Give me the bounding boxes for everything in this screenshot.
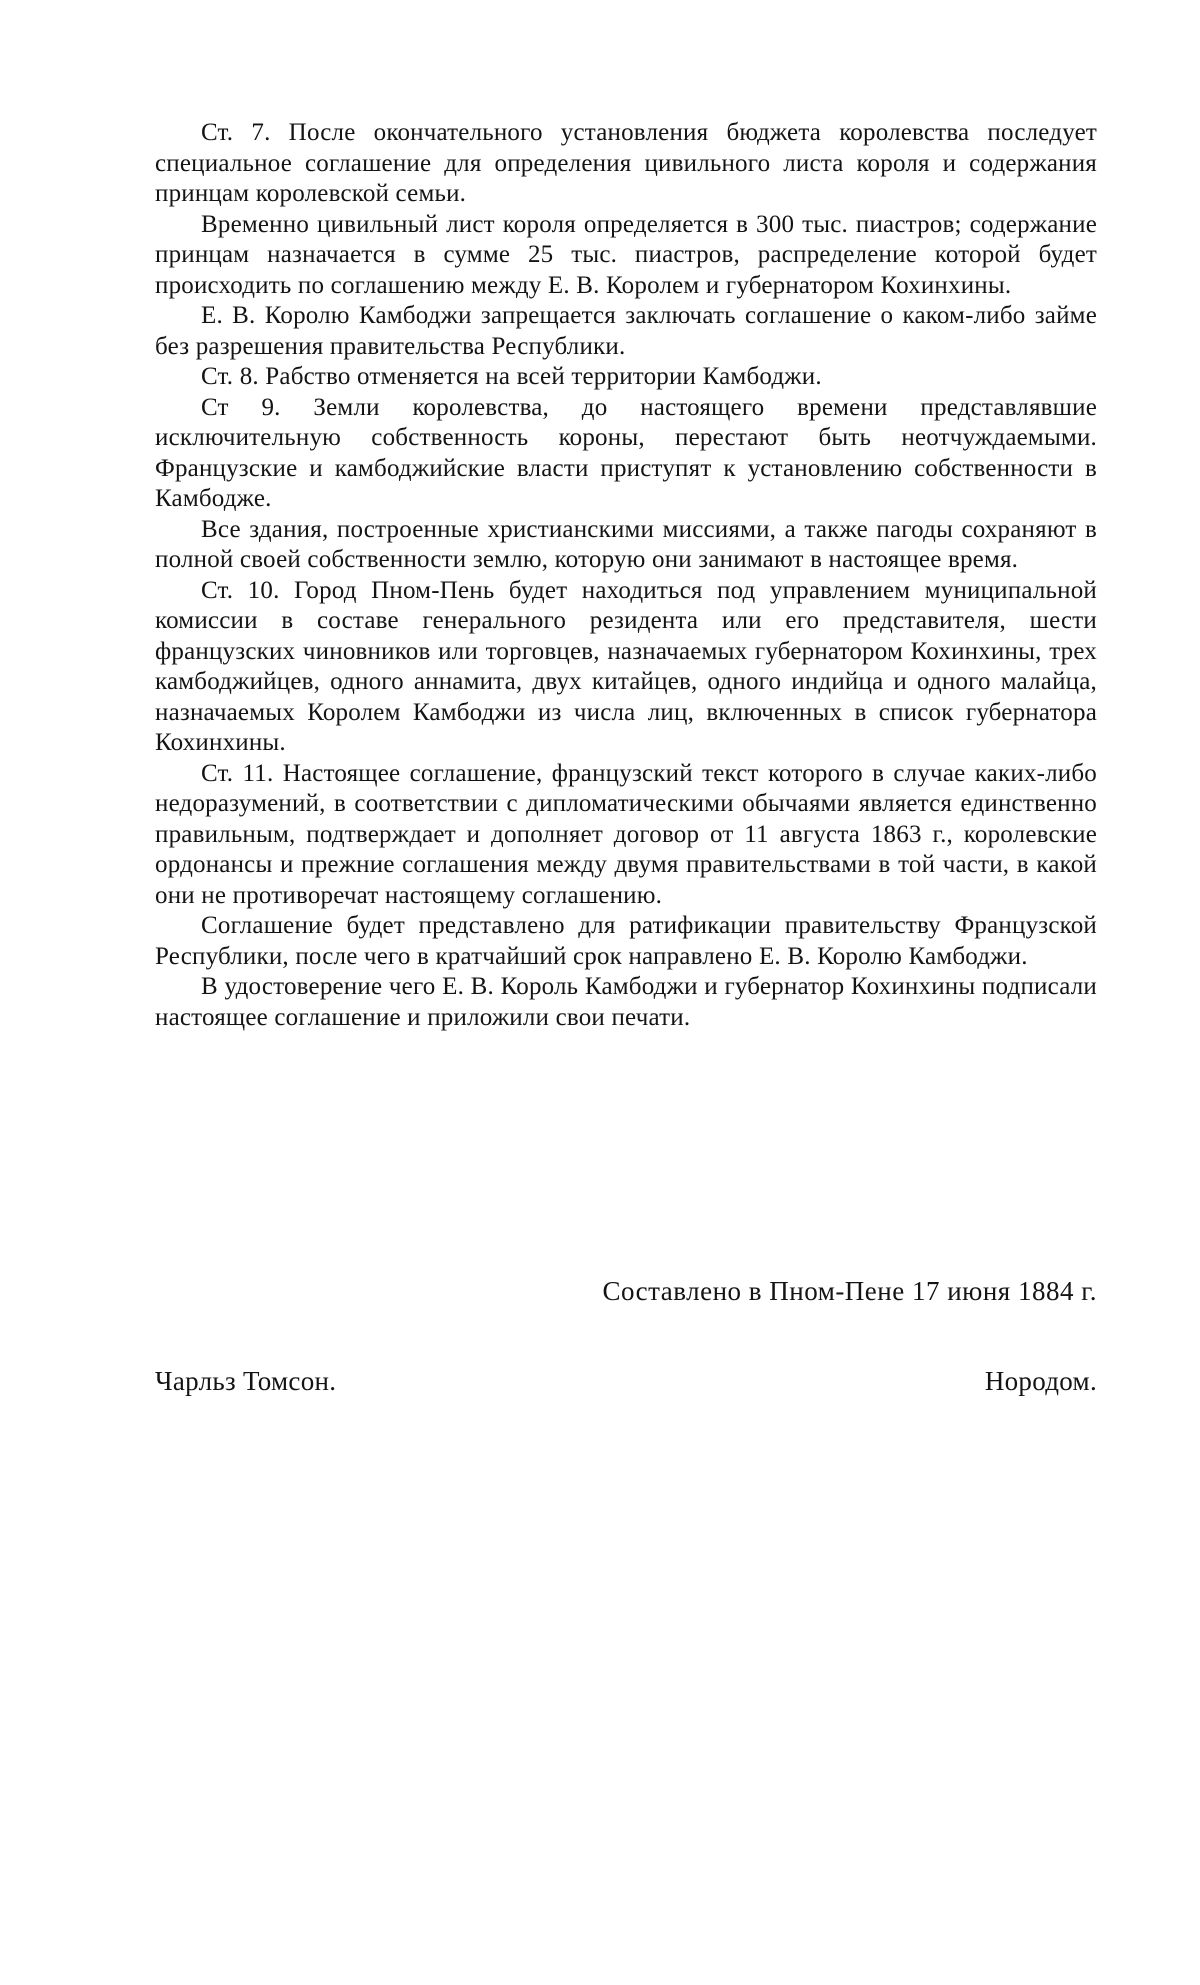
paragraph-article-8: Ст. 8. Рабство отменяется на всей территории Камбоджи. [201, 363, 822, 390]
paragraph-missions-pagodas: Все здания, построенные христианскими миссиями, а также пагоды сохраняют в полной своей собственности землю, которую они занимают в настоящее время. [155, 515, 1097, 573]
paragraph-article-9: Ст 9. Земли королевства, до настоящего времени представлявшие исключительную собственность короны, перестают быть неотчуждаемыми. Французские и камбоджийские власти приступят к установлению собственности в Камбодже. [155, 393, 1097, 512]
paragraph-attestation: В удостоверение чего Е. В. Король Камбоджи и губернатор Кохинхины подписали настоящее соглашение и приложили свои печати. [155, 973, 1097, 1031]
signature-right: Нородом. [984, 1366, 1097, 1396]
paragraph-civil-list: Временно цивильный лист короля определяется в 300 тыс. пиастров; содержание принцам назначается в сумме 25 тыс. пиастров, распределение которой будет происходить по соглашению между Е. В. Королем и губернатором Кохинхины. [155, 210, 1097, 299]
paragraph-loan-prohibition: Е. В. Королю Камбоджи запрещается заключать соглашение о каком-либо займе без разрешения правительства Республики. [155, 302, 1097, 360]
signatures-row [155, 1366, 1097, 1397]
paragraph-ratification: Соглашение будет представлено для ратификации правительству Французской Республики, после чего в кратчайший срок направлено Е. В. Королю Камбоджи. [155, 912, 1097, 970]
paragraph-article-10: Ст. 10. Город Пном-Пень будет находиться под управлением муниципальной комиссии в составе генерального резидента или его представителя, шести французских чиновников или торговцев, назначаемых губернатором Кохинхины, трех камбоджийцев, одного аннамита, двух китайцев, одного индийца и одного малайца, назначаемых Королем Камбоджи из числа лиц, включенных в список губернатора Кохинхины. [155, 576, 1097, 756]
date-place-line: Составлено в Пном-Пене 17 июня 1884 г. [602, 1276, 1097, 1306]
paragraph-article-7: Ст. 7. После окончательного установления бюджета королевства последует специальное соглашение для определения цивильного листа короля и содержания принцам королевской семьи. [155, 119, 1097, 207]
paragraph-article-11: Ст. 11. Настоящее соглашение, французский текст которого в случае каких-либо недоразумений, в соответствии с дипломатическими обычаями является единственно правильным, подтверждает и дополняет договор от 11 августа 1863 г., королевские ордонансы и прежние соглашения между двумя правительствами в той части, в какой они не противоречат настоящему соглашению. [155, 759, 1097, 909]
document-page [155, 118, 1097, 1396]
signature-left: Чарльз Томсон. [155, 1366, 337, 1396]
